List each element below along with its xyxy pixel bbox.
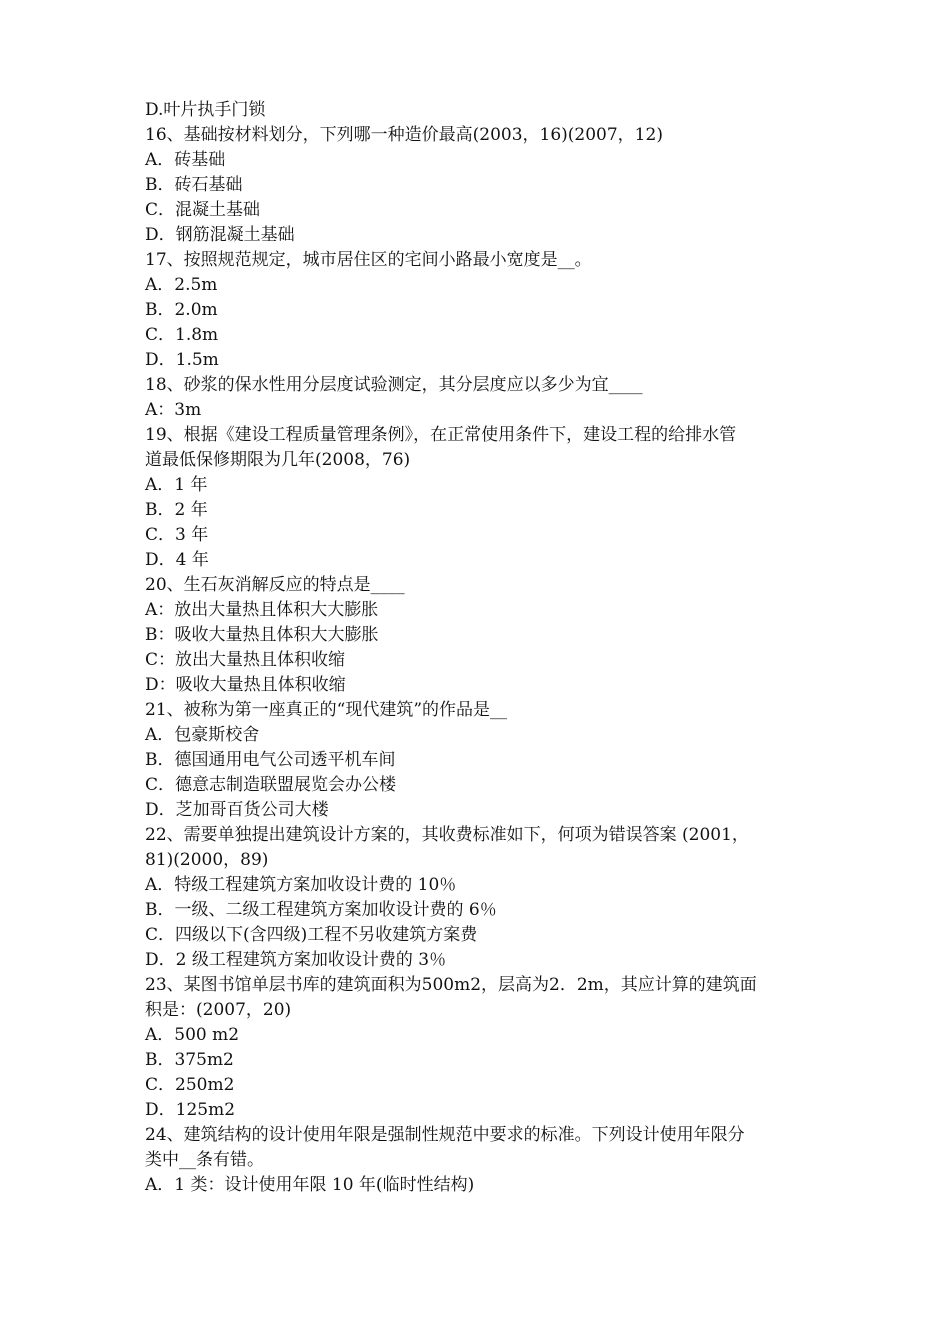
text-line: A：3m [145,400,202,420]
text-line: D．钢筋混凝土基础 [145,225,295,245]
text-line: B．2.0m [145,300,218,320]
text-line: B．375m2 [145,1050,234,1070]
text-line: B．德国通用电气公司透平机车间 [145,750,396,770]
text-line: A：放出大量热且体积大大膨胀 [145,600,379,620]
text-line: A．1 年 [145,475,208,495]
text-line: A．砖基础 [145,150,226,170]
text-line: 16、基础按材料划分，下列哪一种造价最高(2003，16)(2007，12) [145,125,663,145]
text-line: C．1.8m [145,325,219,345]
text-line: 18、砂浆的保水性用分层度试验测定，其分层度应以多少为宜____ [145,375,643,395]
text-line: A．2.5m [145,275,218,295]
text-line: 积是：(2007，20) [145,1000,292,1020]
text-line: C．四级以下(含四级)工程不另收建筑方案费 [145,925,478,945]
text-line: D.叶片执手门锁 [145,100,266,120]
text-line: 20、生石灰消解反应的特点是____ [145,575,405,595]
text-line: 21、被称为第一座真正的“现代建筑”的作品是__ [145,700,508,720]
text-line: B：吸收大量热且体积大大膨胀 [145,625,379,645]
text-line: D．芝加哥百货公司大楼 [145,800,329,820]
text-line: 17、按照规范规定，城市居住区的宅间小路最小宽度是__。 [145,250,592,270]
text-line: A．特级工程建筑方案加收设计费的 10％ [145,875,457,895]
text-line: A．1 类：设计使用年限 10 年(临时性结构) [145,1175,475,1195]
text-line: 23、某图书馆单层书库的建筑面积为500m2，层高为2．2m，其应计算的建筑面 [145,975,757,995]
text-line: 类中__条有错。 [145,1150,264,1170]
text-line: B．2 年 [145,500,208,520]
text-line: D．1.5m [145,350,219,370]
text-line: D．4 年 [145,550,209,570]
document-page [145,98,825,1198]
text-line: 22、需要单独提出建筑设计方案的，其收费标准如下，何项为错误答案 (2001， [145,825,749,845]
text-line: 24、建筑结构的设计使用年限是强制性规范中要求的标准。下列设计使用年限分 [145,1125,745,1145]
text-line: 19、根据《建设工程质量管理条例》，在正常使用条件下，建设工程的给排水管 [145,425,737,445]
text-line: C．3 年 [145,525,209,545]
text-line: C．混凝土基础 [145,200,261,220]
text-line: B．砖石基础 [145,175,243,195]
text-line: D．125m2 [145,1100,236,1120]
text-line: A．500 m2 [145,1025,240,1045]
text-line: D：吸收大量热且体积收缩 [145,675,346,695]
text-line: D．2 级工程建筑方案加收设计费的 3％ [145,950,447,970]
text-line: C：放出大量热且体积收缩 [145,650,346,670]
text-line: 81)(2000，89) [145,850,269,870]
text-line: C．德意志制造联盟展览会办公楼 [145,775,397,795]
text-line: 道最低保修期限为几年(2008，76) [145,450,411,470]
text-line: B．一级、二级工程建筑方案加收设计费的 6％ [145,900,497,920]
text-line: C．250m2 [145,1075,235,1095]
text-line: A．包豪斯校舍 [145,725,260,745]
